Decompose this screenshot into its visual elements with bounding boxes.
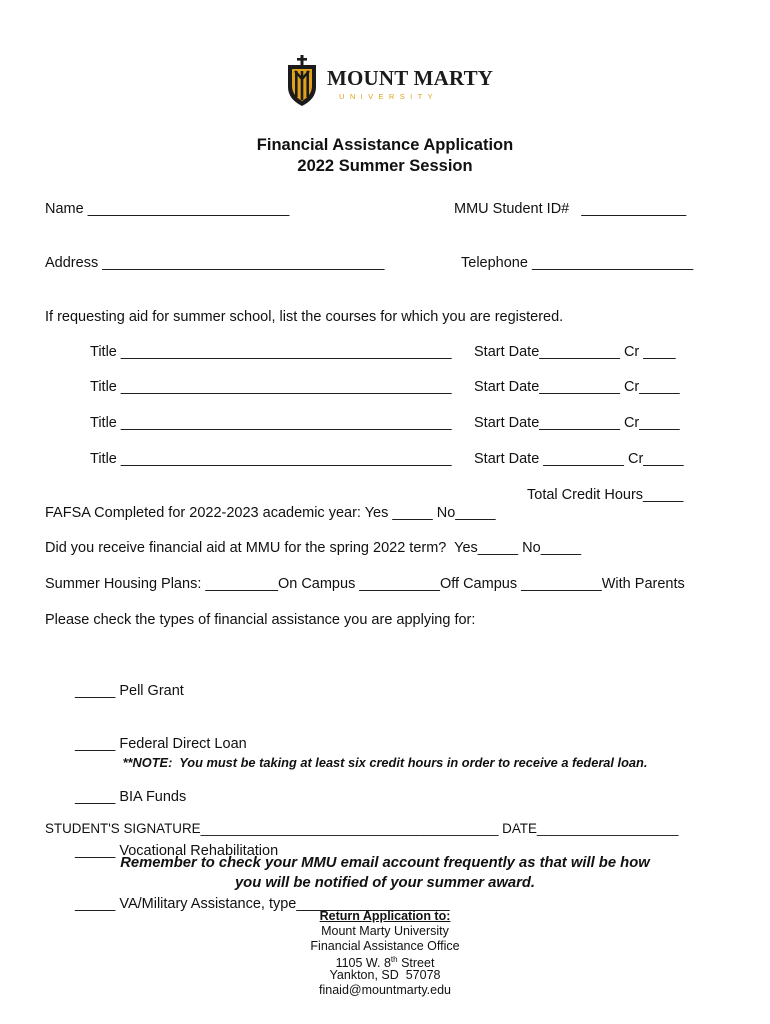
page-title: Financial Assistance Application	[256, 136, 514, 154]
total-credit-hours-field[interactable]: Total Credit Hours_____	[527, 487, 684, 503]
reminder-line-1: Remember to check your MMU email account frequently as that will be how	[120, 855, 650, 871]
return-email-link[interactable]: finaid@mountmarty.edu	[319, 982, 451, 997]
telephone-field[interactable]: Telephone ____________________	[461, 255, 694, 271]
fafsa-question[interactable]: FAFSA Completed for 2022-2023 academic year: Yes _____ No_____	[45, 505, 496, 521]
return-line-office: Financial Assistance Office	[310, 938, 460, 953]
course-start-field[interactable]: Start Date__________ Cr_____	[474, 415, 680, 431]
university-logo	[284, 55, 494, 107]
spring-aid-question[interactable]: Did you receive financial aid at MMU for the spring 2022 term? Yes_____ No_____	[45, 540, 582, 556]
address-field[interactable]: Address ___________________________________	[45, 255, 385, 271]
loan-note: **NOTE: You must be taking at least six credit hours in order to receive a federal loan.	[122, 755, 648, 770]
student-id-field[interactable]: MMU Student ID# _____________	[454, 201, 687, 217]
housing-question[interactable]: Summer Housing Plans: _________On Campus __________Off Campus __________With Parents	[45, 576, 685, 592]
logo-subtitle: UNIVERSITY	[339, 92, 439, 101]
name-field[interactable]: Name _________________________	[45, 201, 290, 217]
course-start-field[interactable]: Start Date__________ Cr ____	[474, 344, 676, 360]
aid-option-pell-grant[interactable]: _____ Pell Grant	[75, 682, 184, 699]
return-line-university: Mount Marty University	[321, 924, 449, 938]
signature-date-line[interactable]: STUDENT'S SIGNATURE________________________________________ DATE___________________	[45, 821, 679, 836]
reminder-line-2: you will be notified of your summer award.	[234, 875, 536, 891]
course-title-field[interactable]: Title _________________________________________	[90, 415, 452, 431]
street-postfix: Street	[397, 956, 435, 971]
aid-option-vocational-rehab[interactable]: _____ Vocational Rehabilitation	[75, 842, 279, 859]
return-heading: Return Application to:	[319, 909, 451, 923]
street-suffix-sup: th	[390, 955, 398, 964]
return-line-city: Yankton, SD 57078	[329, 968, 441, 982]
street-prefix: 1105 W. 8	[335, 956, 391, 971]
course-start-field[interactable]: Start Date __________ Cr_____	[474, 451, 684, 467]
aid-option-federal-loan[interactable]: _____ Federal Direct Loan	[75, 735, 247, 752]
aid-option-va-military[interactable]: _____ VA/Military Assistance, type___________________	[75, 896, 450, 913]
crest-logo-icon	[284, 55, 320, 107]
course-title-field[interactable]: Title _________________________________________	[90, 379, 452, 395]
logo-name: MOUNT MARTY	[327, 66, 494, 90]
course-title-field[interactable]: Title _________________________________________	[90, 344, 452, 360]
course-start-field[interactable]: Start Date__________ Cr_____	[474, 379, 680, 395]
courses-intro: If requesting aid for summer school, list the courses for which you are registered.	[45, 309, 564, 325]
aid-option-bia-funds[interactable]: _____ BIA Funds	[75, 789, 187, 806]
page-subtitle: 2022 Summer Session	[297, 157, 473, 175]
course-title-field[interactable]: Title _________________________________________	[90, 451, 452, 467]
aid-types-intro: Please check the types of financial assistance you are applying for:	[45, 612, 476, 628]
